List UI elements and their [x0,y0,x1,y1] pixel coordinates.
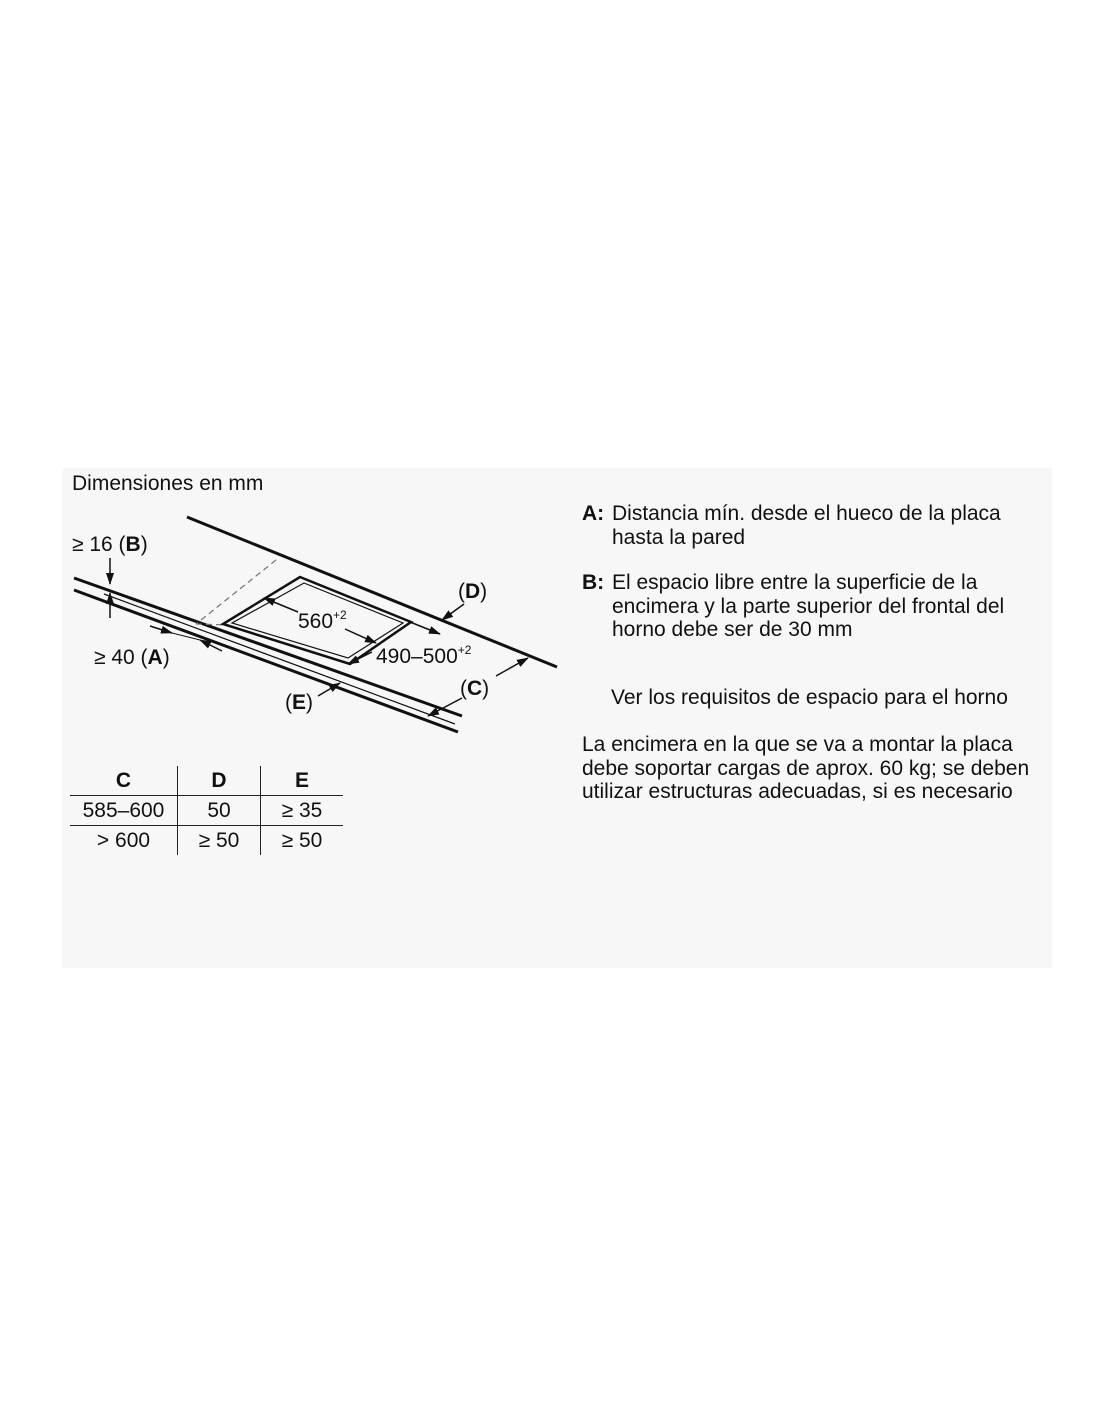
countertop-back-edge [187,517,557,667]
note-a-key: A: [582,502,605,525]
table-cell: ≥ 35 [261,796,344,826]
e-label: (E) [285,691,314,714]
cutout-width-label: $560^{+2}$ [298,608,347,633]
width-arrow-right [345,629,376,643]
note-b-text: El espacio libre entre la superficie de la encimera y la parte superior del frontal del horno debe ser de 30 mm [612,571,1005,641]
table-header-c: C [70,766,178,796]
d-label: (D) [458,580,488,603]
note-a-text: Distancia mín. desde el hueco de la placa hasta la pared [612,502,1001,549]
table-row [70,796,343,826]
clearance-table [70,766,343,855]
note-load-capacity: La encimera en la que se va a montar la placa debe soportar cargas de aprox. 60 kg; se deben utilizar estructuras adecuadas, si es necesario [582,733,1030,803]
a-arrow-left [150,626,172,633]
table-header-d: D [178,766,261,796]
table-header-e: E [294,768,309,792]
a-dimension-label: ≥ 40 (A) [94,646,170,669]
notes-column [582,502,1052,804]
c-arrow-top [496,658,528,676]
table-header-row [70,766,343,796]
hidden-edge-left [196,560,276,624]
note-b [582,571,1052,642]
depth-arrow-bottom [348,652,372,664]
table-row [70,826,343,856]
table-cell: ≥ 50 [281,828,323,852]
note-a [582,502,1052,549]
note-b-key: B: [582,571,605,594]
table-cell: > 600 [70,826,178,856]
depth-arrow-top [410,622,440,634]
width-arrow-left [264,598,298,612]
table-cell: 585–600 [70,796,178,826]
cutout-depth-label: $490-500^{+2}$ [376,643,472,668]
c-label: (C) [460,677,490,700]
d-leader [442,604,464,620]
b-dimension-label: ≥ 16 (B) [72,533,148,556]
table-cell: 50 [178,796,261,826]
note-oven-requirements: Ver los requisitos de espacio para el horno [611,685,1008,709]
diagram-caption: Dimensiones en mm [72,472,264,495]
table-cell: ≥ 50 [178,826,261,856]
